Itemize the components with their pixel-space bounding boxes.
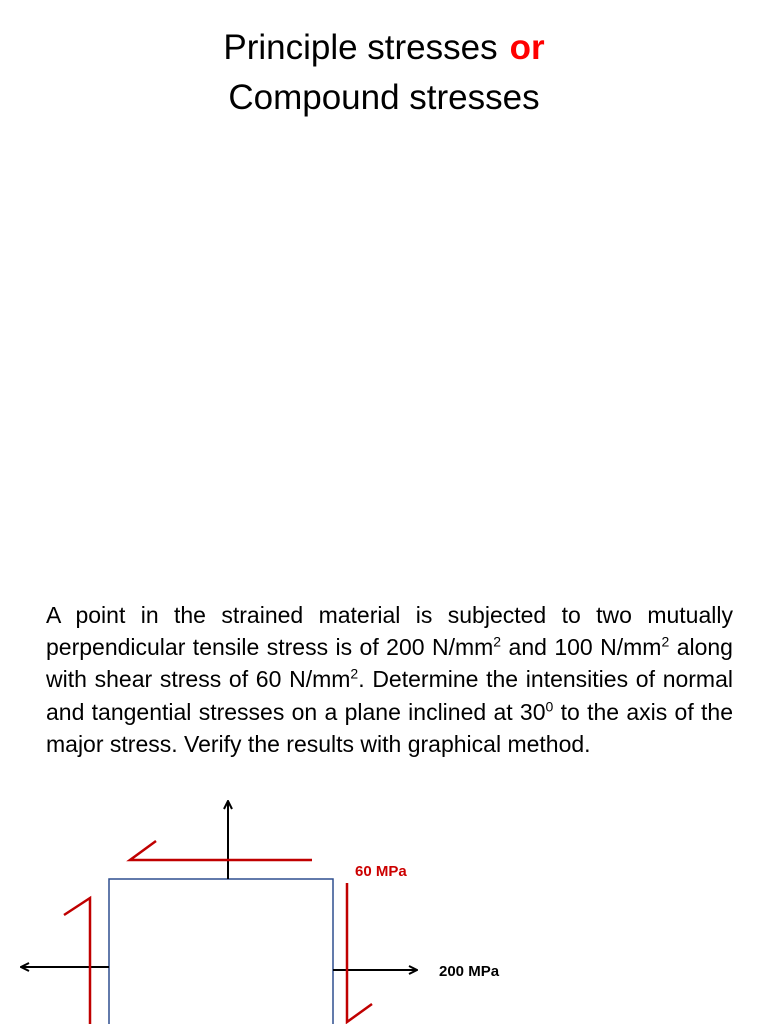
problem-text-1: A point in the strained material is subjected to two mutually perpendicular tensile stress is of 200 N/mm <box>46 602 733 661</box>
problem-text-5: to the axis of the major stress. Verify the results with graphical method. <box>46 698 733 757</box>
top-shear-arrow <box>130 841 312 860</box>
problem-statement <box>46 599 733 760</box>
problem-text-3: along with shear stress of 60 N/mm <box>46 634 733 693</box>
shear-stress-label: 60 MPa <box>355 863 407 880</box>
superscript-4: 0 <box>545 697 554 714</box>
left-shear-arrow <box>64 898 90 1024</box>
problem-text-4: . Determine the intensities of normal and tangential stresses on a plane inclined at 30 <box>46 666 733 725</box>
title-text: Principle stresses <box>223 28 498 67</box>
superscript-2: 2 <box>661 633 670 650</box>
page-title <box>0 22 768 74</box>
right-shear-arrow <box>347 883 372 1022</box>
stress-element-diagram <box>0 790 768 1024</box>
problem-text-2: and 100 N/mm <box>501 634 662 661</box>
page-subtitle: Compound stresses <box>228 78 540 117</box>
superscript-1: 2 <box>493 633 502 650</box>
normal-stress-label: 200 MPa <box>439 963 500 980</box>
title-or: or <box>509 28 545 67</box>
stress-element <box>109 879 333 1024</box>
superscript-3: 2 <box>350 665 359 682</box>
